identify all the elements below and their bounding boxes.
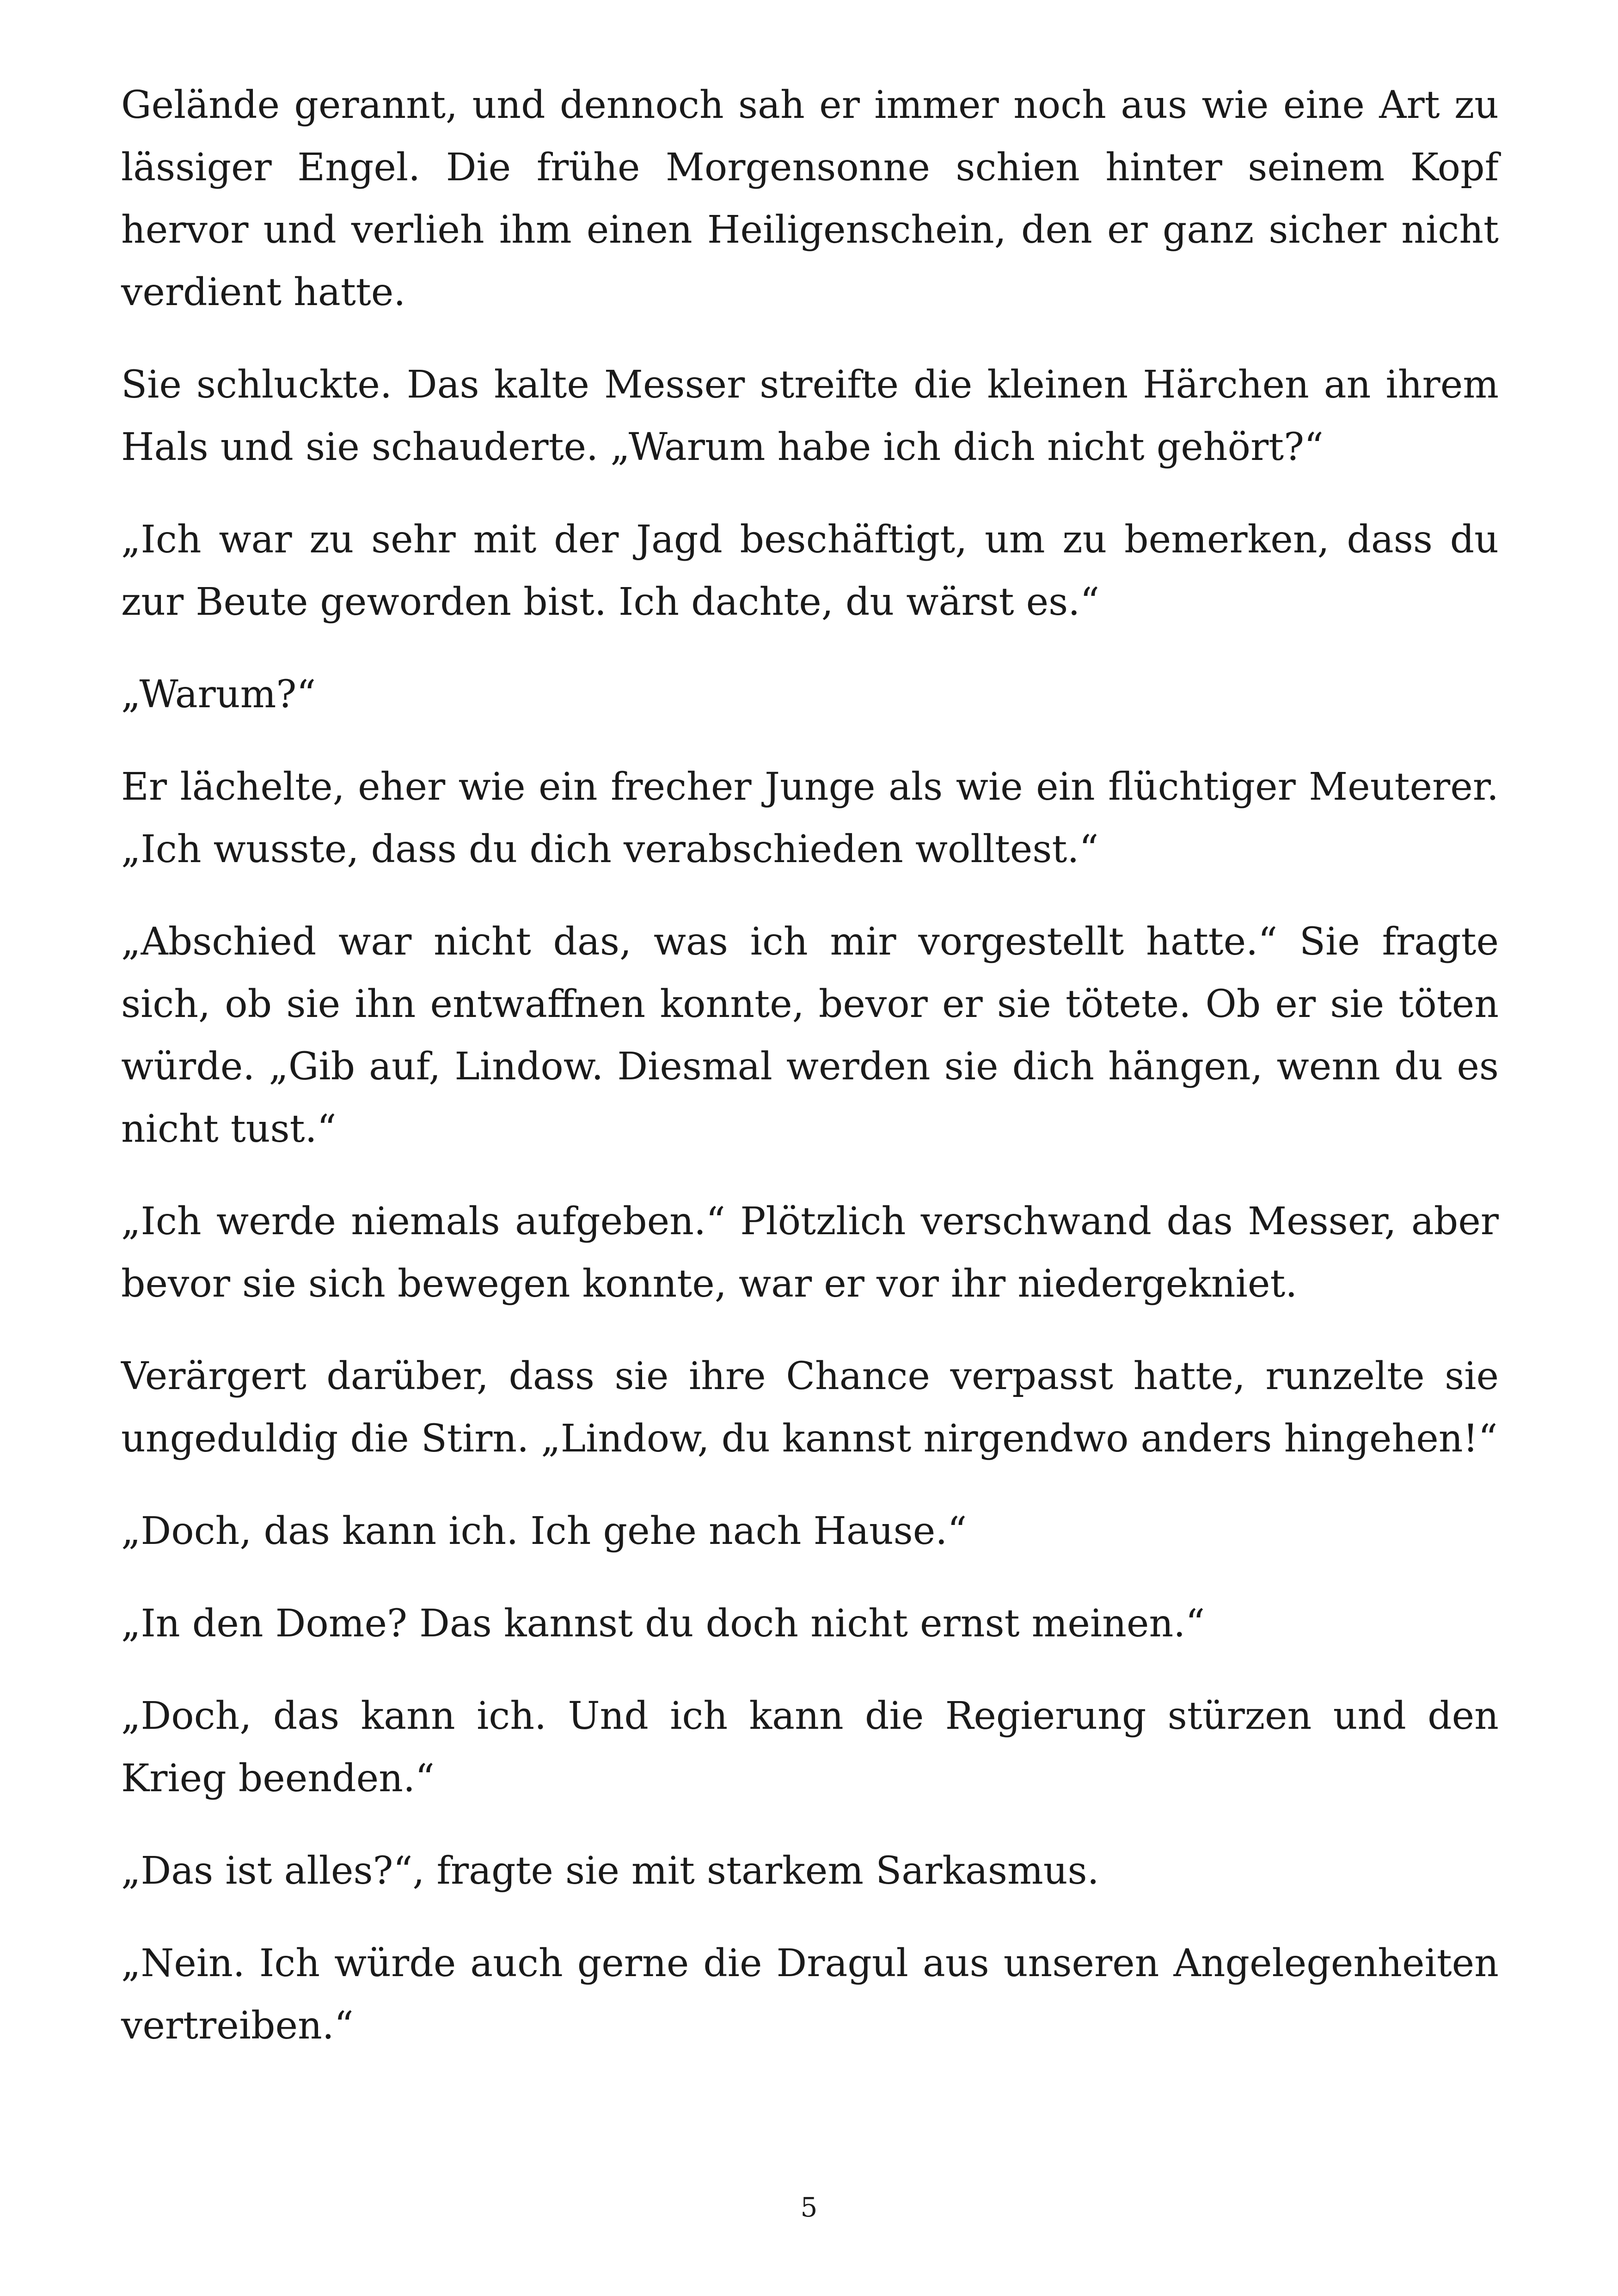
paragraph: „Doch, das kann ich. Ich gehe nach Hause.“ xyxy=(121,1509,967,1553)
body-text xyxy=(121,74,1499,2087)
paragraph: „Ich werde niemals aufgeben.“ Plötzlich verschwand das Messer, aber bevor sie sich bewegen konnte, war er vor ihr niedergekniet. xyxy=(121,1200,1499,1306)
paragraph: „In den Dome? Das kannst du doch nicht ernst meinen.“ xyxy=(121,1602,1205,1646)
paragraph: „Nein. Ich würde auch gerne die Dragul aus unseren Angelegenheiten vertreiben.“ xyxy=(121,1941,1499,2048)
paragraph: „Warum?“ xyxy=(121,673,316,716)
paragraph: Sie schluckte. Das kalte Messer streifte die kleinen Härchen an ihrem Hals und sie schauderte. „Warum habe ich dich nicht gehört?“ xyxy=(121,363,1499,469)
paragraph: Gelände gerannt, und dennoch sah er immer noch aus wie eine Art zu lässiger Engel. Die frühe Morgensonne schien hinter seinem Kopf hervor und verlieh ihm einen Heiligenschein, den er ganz sicher nicht verdient hatte. xyxy=(121,83,1499,314)
page-number: 5 xyxy=(800,2192,818,2223)
paragraph: „Doch, das kann ich. Und ich kann die Regierung stürzen und den Krieg beenden.“ xyxy=(121,1694,1499,1800)
paragraph: Er lächelte, eher wie ein frecher Junge als wie ein flüchtiger Meuterer. „Ich wusste, dass du dich verabschieden wolltest.“ xyxy=(121,765,1499,871)
paragraph: „Ich war zu sehr mit der Jagd beschäftigt, um zu bemerken, dass du zur Beute geworden bist. Ich dachte, du wärst es.“ xyxy=(121,518,1499,624)
paragraph: „Abschied war nicht das, was ich mir vorgestellt hatte.“ Sie fragte sich, ob sie ihn entwaffnen konnte, bevor er sie tötete. Ob er sie töten würde. „Gib auf, Lindow. Diesmal werden sie dich hängen, wenn du es nicht tust.“ xyxy=(121,920,1499,1151)
paragraph: Verärgert darüber, dass sie ihre Chance verpasst hatte, runzelte sie ungeduldig die Stirn. „Lindow, du kannst nirgendwo anders hingehen!“ xyxy=(121,1354,1499,1461)
paragraph: „Das ist alles?“, fragte sie mit starkem Sarkasmus. xyxy=(121,1849,1099,1893)
